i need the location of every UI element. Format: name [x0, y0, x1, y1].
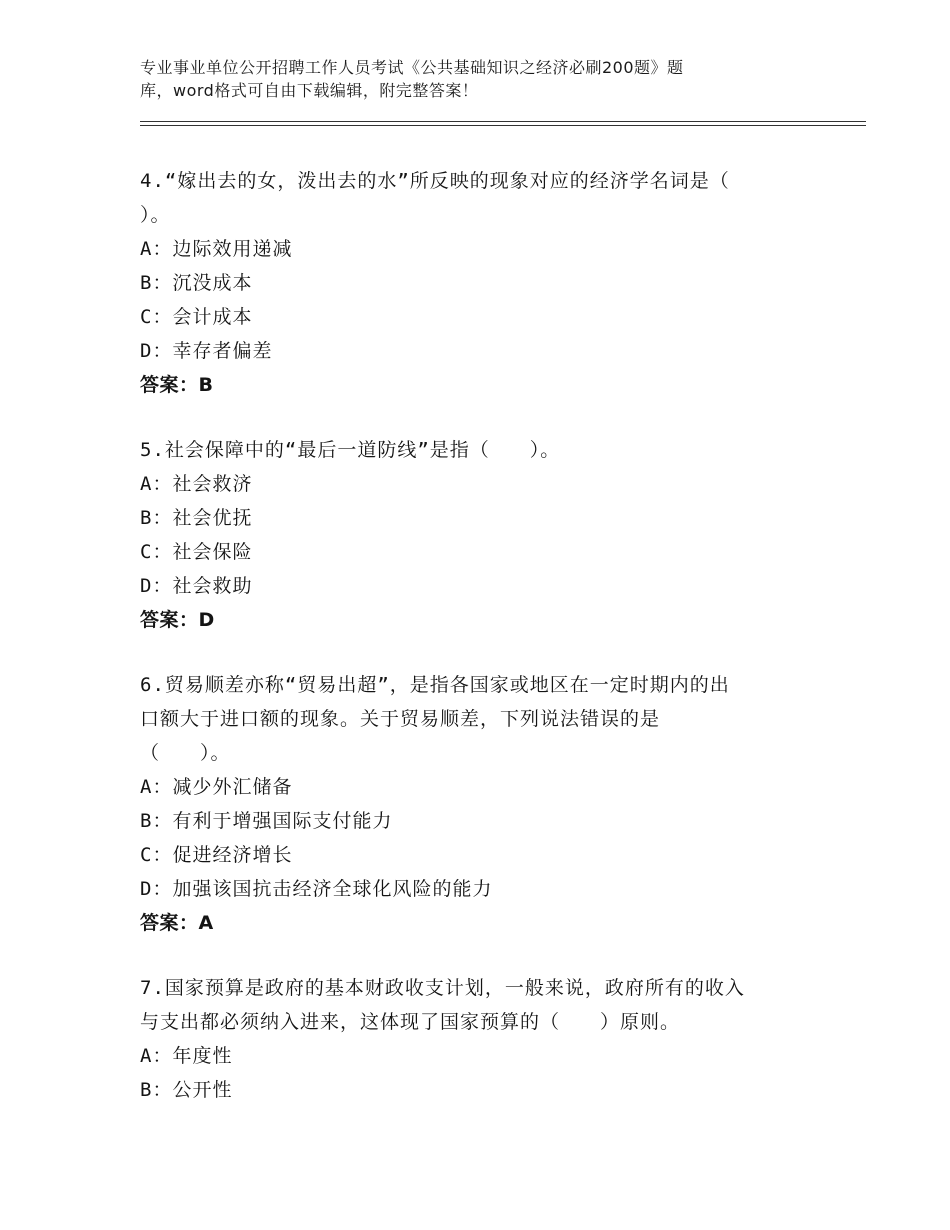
option-d: D：加强该国抗击经济全球化风险的能力: [140, 878, 493, 900]
option-b: B：公开性: [140, 1079, 233, 1101]
answer-label: 答案：B: [140, 374, 214, 396]
header-divider-bottom: [140, 125, 866, 126]
option-b: B：有利于增强国际支付能力: [140, 810, 393, 832]
question-text: 5.社会保障中的“最后一道防线”是指（ ）。: [140, 439, 561, 461]
option-a: A：减少外汇储备: [140, 776, 293, 798]
question-text: 口额大于进口额的现象。关于贸易顺差，下列说法错误的是: [140, 708, 661, 730]
option-c: C：社会保险: [140, 541, 253, 563]
question-list: [140, 164, 800, 1138]
option-c: C：会计成本: [140, 306, 253, 328]
header-title-line-1: 专业事业单位公开招聘工作人员考试《公共基础知识之经济必刷200题》题: [140, 58, 684, 77]
question-4: [140, 164, 800, 402]
question-text: 与支出都必须纳入进来，这体现了国家预算的（ ）原则。: [140, 1011, 681, 1033]
document-header: [140, 56, 780, 102]
question-text: 4.“嫁出去的女，泼出去的水”所反映的现象对应的经济学名词是（: [140, 170, 730, 192]
option-b: B：社会优抚: [140, 507, 253, 529]
answer-label: 答案：D: [140, 609, 215, 631]
question-text: 7.国家预算是政府的基本财政收支计划，一般来说，政府所有的收入: [140, 977, 745, 999]
option-a: A：边际效用递减: [140, 238, 293, 260]
option-d: D：幸存者偏差: [140, 340, 273, 362]
question-5: [140, 433, 800, 637]
question-text: 6.贸易顺差亦称“贸易出超”，是指各国家或地区在一定时期内的出: [140, 674, 730, 696]
option-b: B：沉没成本: [140, 272, 253, 294]
question-6: [140, 668, 800, 940]
question-text: （ ）。: [140, 742, 231, 764]
header-divider-top: [140, 121, 866, 122]
header-title-line-2: 库，word格式可自由下载编辑，附完整答案！: [140, 81, 479, 100]
option-d: D：社会救助: [140, 575, 253, 597]
option-a: A：社会救济: [140, 473, 253, 495]
question-text: ）。: [140, 204, 171, 226]
option-a: A：年度性: [140, 1045, 233, 1067]
option-c: C：促进经济增长: [140, 844, 293, 866]
answer-label: 答案：A: [140, 912, 214, 934]
question-7: [140, 971, 800, 1107]
